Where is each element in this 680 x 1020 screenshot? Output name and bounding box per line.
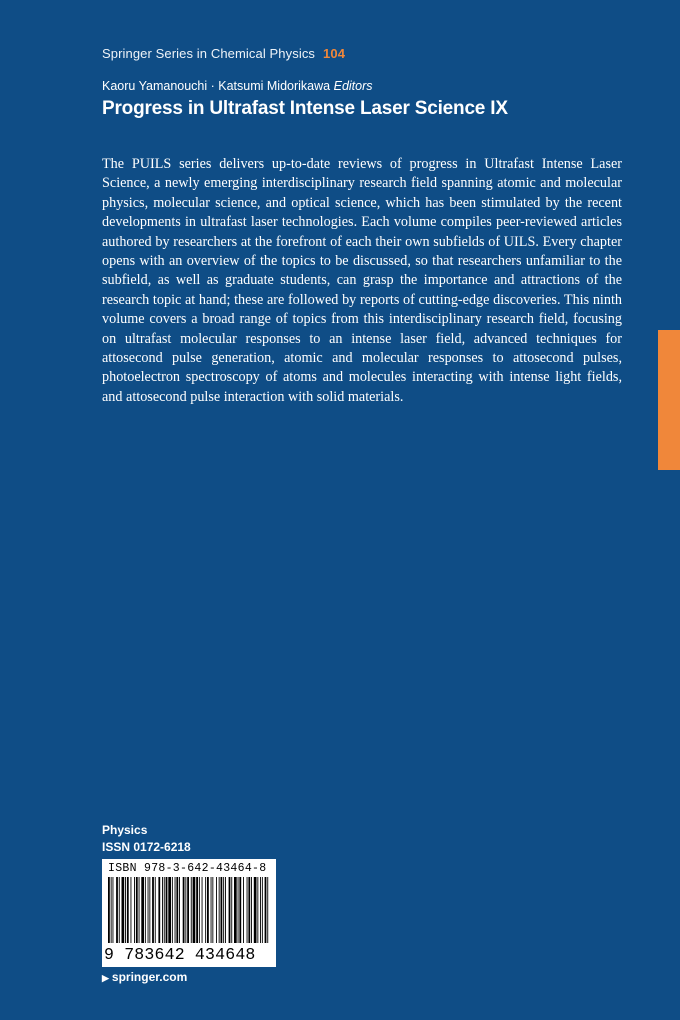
barcode-bar	[225, 877, 226, 943]
barcode-bar	[183, 877, 185, 943]
description-blurb: The PUILS series delivers up-to-date reviews of progress in Ultrafast Intense Laser Science, a newly emerging interdisciplinary research field spanning atomic and molecular physics, molecular science, and optical science, which has been stimulated by the recent developments in ultrafast laser technologies. Each volume compiles peer-reviewed articles authored by researchers at the forefront of each their own subfields of UILS. Every chapter opens with an overview of the topics to be discussed, so that researchers unfamiliar to the subfield, as well as graduate students, can grasp the importance and attractions of the research topic at hand; these are followed by reports of cutting-edge discoveries. This ninth volume covers a broad range of topics from this interdisciplinary research field, focusing on ultrafast molecular responses to an intense laser field, advanced techniques for attosecond pulse generation, atomic and molecular responses to attosecond pulses, photoelectron spectroscopy of atoms and molecules interacting with intense light fields, and attosecond pulse interaction with solid materials.	[102, 156, 622, 405]
barcode-bar	[211, 877, 212, 943]
barcode-bar	[196, 877, 198, 943]
barcode-bar	[149, 877, 150, 943]
barcode-bar	[247, 877, 248, 943]
barcode-bar	[113, 877, 114, 943]
barcode-bar	[122, 877, 125, 943]
barcode-bar	[162, 877, 163, 943]
barcode-digits: 9 783642 434648	[104, 945, 256, 964]
barcode-box	[102, 859, 276, 967]
subject-label: Physics	[102, 823, 148, 837]
barcode-bar	[158, 877, 160, 943]
barcode-bar	[229, 877, 231, 943]
barcode-bar	[239, 877, 241, 943]
series-line	[102, 46, 345, 61]
barcode-bar	[257, 877, 258, 943]
barcode-bar	[168, 877, 171, 943]
barcode-bar	[267, 877, 268, 943]
barcode-bar	[185, 877, 186, 943]
barcode-bar	[116, 877, 118, 943]
barcode-bar	[176, 877, 178, 943]
book-title: Progress in Ultrafast Intense Laser Science IX	[102, 98, 508, 119]
barcode-bar	[216, 877, 217, 943]
barcode-bar	[136, 877, 138, 943]
arrow-icon: ▶	[102, 973, 109, 983]
barcode-bar	[125, 877, 126, 943]
orange-edge-tab	[658, 330, 680, 470]
barcode-bar	[164, 877, 165, 943]
barcode-bar	[219, 877, 220, 943]
barcode-bar	[251, 877, 252, 943]
barcode-bar	[127, 877, 129, 943]
barcode-bar	[199, 877, 200, 943]
barcode-bar	[139, 877, 140, 943]
barcode-bar	[152, 877, 154, 943]
barcode-bar	[260, 877, 261, 943]
barcode-bar	[238, 877, 239, 943]
barcode-bar	[193, 877, 196, 943]
barcode-bar	[205, 877, 206, 943]
barcode-bar	[111, 877, 112, 943]
barcode-bar	[234, 877, 237, 943]
barcode-bar	[155, 877, 156, 943]
barcode-bar	[179, 877, 180, 943]
barcode-bar	[248, 877, 250, 943]
editors-line	[102, 79, 373, 93]
barcode-bar	[223, 877, 224, 943]
barcode-bar	[207, 877, 209, 943]
issn-label: ISSN 0172-6218	[102, 840, 191, 854]
barcode-bar	[108, 877, 110, 943]
barcode-bar	[175, 877, 176, 943]
barcode-bar	[119, 877, 120, 943]
website-line[interactable]	[102, 970, 187, 984]
barcode-bar	[148, 877, 149, 943]
barcode-bar	[212, 877, 213, 943]
barcode-bar	[265, 877, 267, 943]
editor-role: Editors	[333, 79, 373, 93]
barcode-bar	[166, 877, 168, 943]
barcode-bar	[141, 877, 144, 943]
barcode-bar	[131, 877, 132, 943]
barcode-bar	[145, 877, 146, 943]
subject-block	[102, 822, 191, 856]
barcode-bar	[187, 877, 189, 943]
barcode-bar	[262, 877, 263, 943]
barcode-bar	[254, 877, 257, 943]
barcode-bar	[243, 877, 244, 943]
barcode-bar	[134, 877, 135, 943]
series-name: Springer Series in Chemical Physics	[102, 46, 316, 61]
series-number: 104	[323, 46, 346, 61]
barcode-bar	[231, 877, 232, 943]
barcode-bar	[202, 877, 203, 943]
barcode-bar	[191, 877, 192, 943]
editor-names: Kaoru Yamanouchi · Katsumi Midorikawa	[102, 79, 331, 93]
barcode-bar	[172, 877, 173, 943]
barcode-bar	[221, 877, 223, 943]
isbn-text: ISBN 978-3-642-43464-8	[108, 862, 267, 875]
barcode-bars	[106, 877, 272, 945]
website-label: springer.com	[111, 970, 188, 984]
